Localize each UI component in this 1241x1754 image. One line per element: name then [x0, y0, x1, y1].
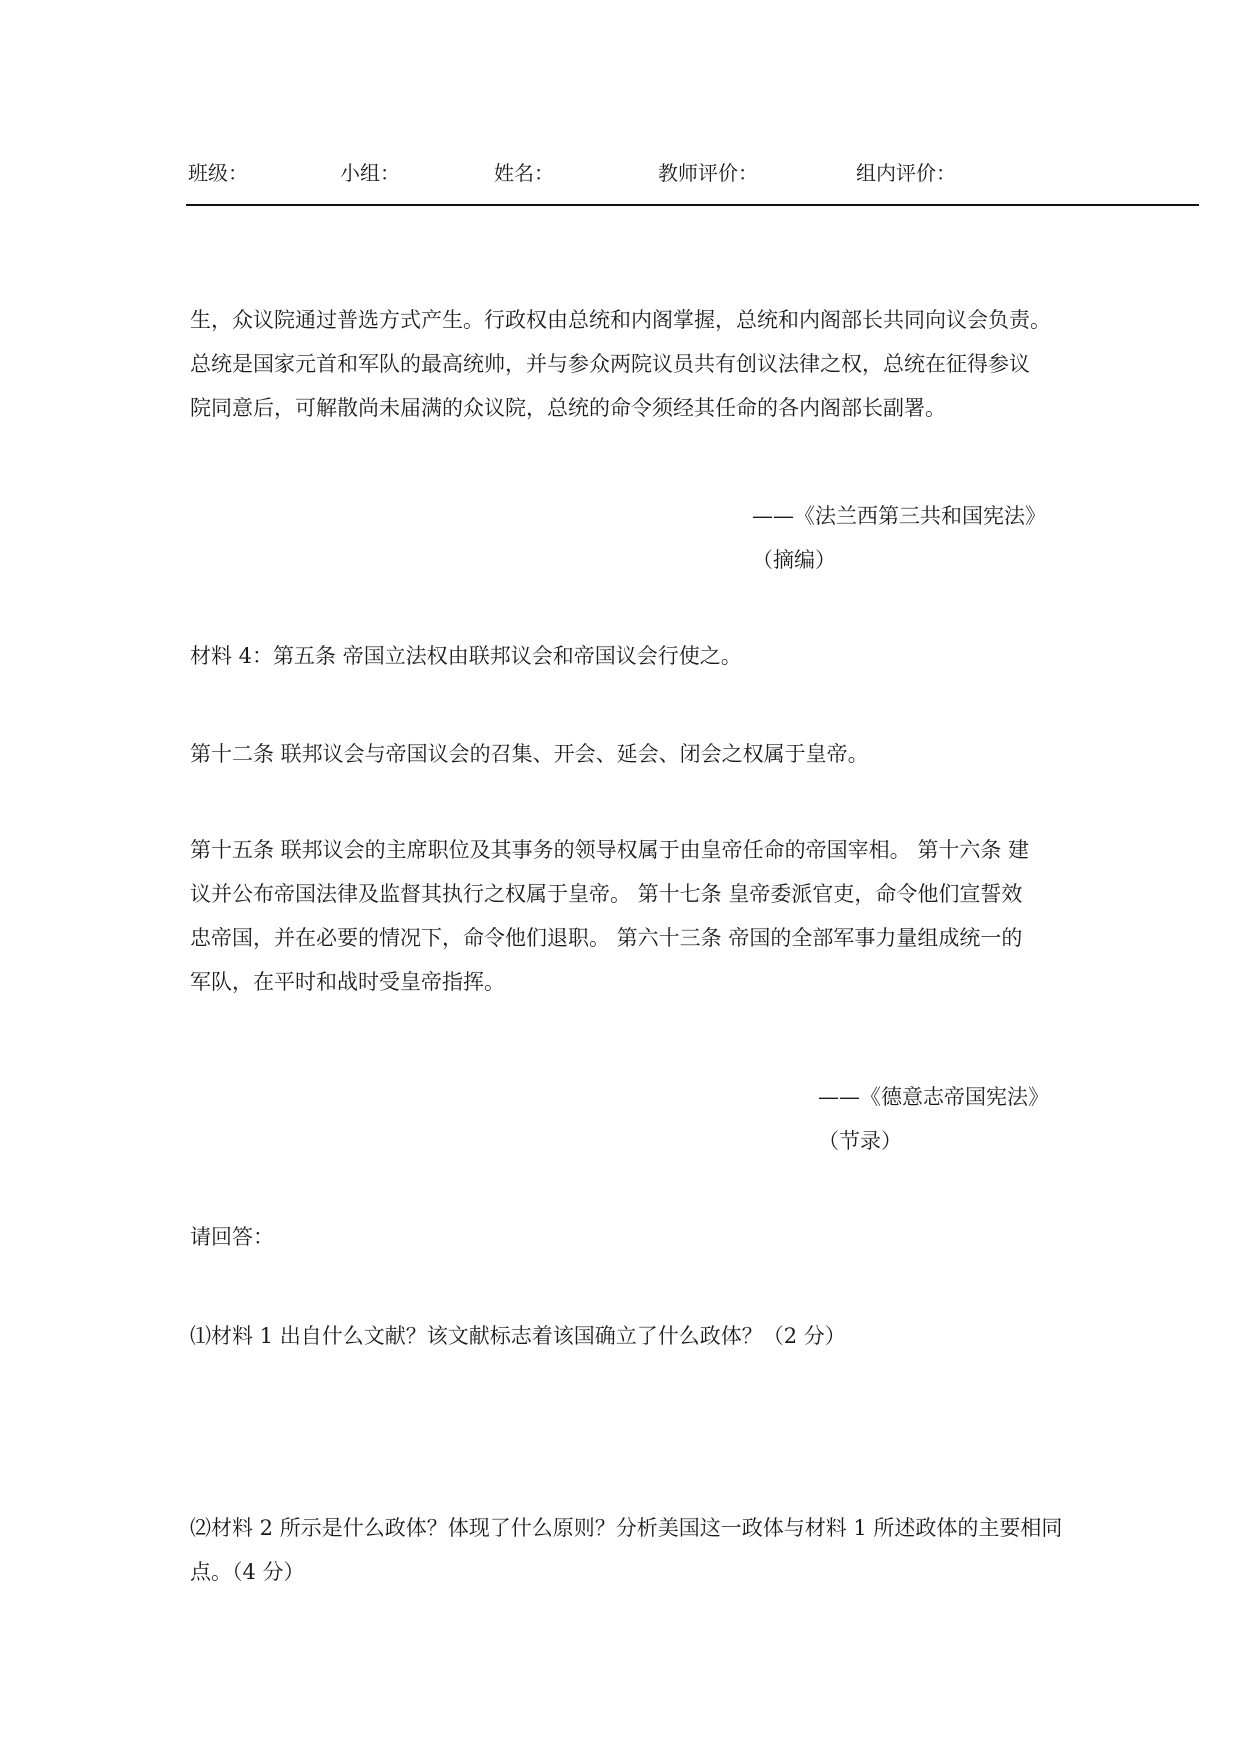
group-label: 小组：	[340, 161, 400, 185]
question-2-line: ⑵材料 2 所示是什么政体？体现了什么原则？分析美国这一政体与材料 1 所述政体的主要相同	[190, 1516, 1063, 1540]
teacher-evaluation-label: 教师评价：	[658, 161, 758, 185]
class-label: 班级：	[188, 161, 248, 185]
peer-evaluation-label: 组内评价：	[856, 161, 956, 185]
question-1: ⑴材料 1 出自什么文献？该文献标志着该国确立了什么政体？（2 分）	[190, 1324, 846, 1348]
question-2	[190, 1506, 1090, 1594]
material4-source: ——《德意志帝国宪法》	[818, 1085, 1049, 1109]
material4-source-note: （节录）	[818, 1129, 902, 1153]
material3-line: 院同意后，可解散尚未届满的众议院，总统的命令须经其任命的各内阁部长副署。	[190, 396, 946, 420]
material4-line: 忠帝国，并在必要的情况下，命令他们退职。 第六十三条 帝国的全部军事力量组成统一的	[190, 926, 1023, 950]
questions-prompt: 请回答：	[190, 1225, 274, 1249]
material3-source-note: （摘编）	[752, 548, 836, 572]
material4-article5: 材料 4：第五条 帝国立法权由联邦议会和帝国议会行使之。	[190, 644, 742, 668]
material3-line: 生，众议院通过普选方式产生。行政权由总统和内阁掌握，总统和内阁部长共同向议会负责。	[190, 308, 1051, 332]
material3-line: 总统是国家元首和军队的最高统帅，并与参众两院议员共有创议法律之权，总统在征得参议	[190, 352, 1030, 376]
worksheet-header	[188, 158, 1198, 198]
material4-line: 第十五条 联邦议会的主席职位及其事务的领导权属于由皇帝任命的帝国宰相。 第十六条 建	[190, 838, 1030, 862]
material3-paragraph	[190, 298, 1090, 430]
name-label: 姓名：	[494, 161, 554, 185]
header-divider	[186, 204, 1199, 206]
material4-line: 军队，在平时和战时受皇帝指挥。	[190, 970, 505, 994]
material4-paragraph	[190, 828, 1090, 1004]
material3-source: ——《法兰西第三共和国宪法》	[752, 504, 1046, 528]
material4-article12: 第十二条 联邦议会与帝国议会的召集、开会、延会、闭会之权属于皇帝。	[190, 742, 869, 766]
question-2-line: 点。（4 分）	[190, 1560, 305, 1584]
material4-line: 议并公布帝国法律及监督其执行之权属于皇帝。 第十七条 皇帝委派官吏，命令他们宣誓效	[190, 882, 1023, 906]
